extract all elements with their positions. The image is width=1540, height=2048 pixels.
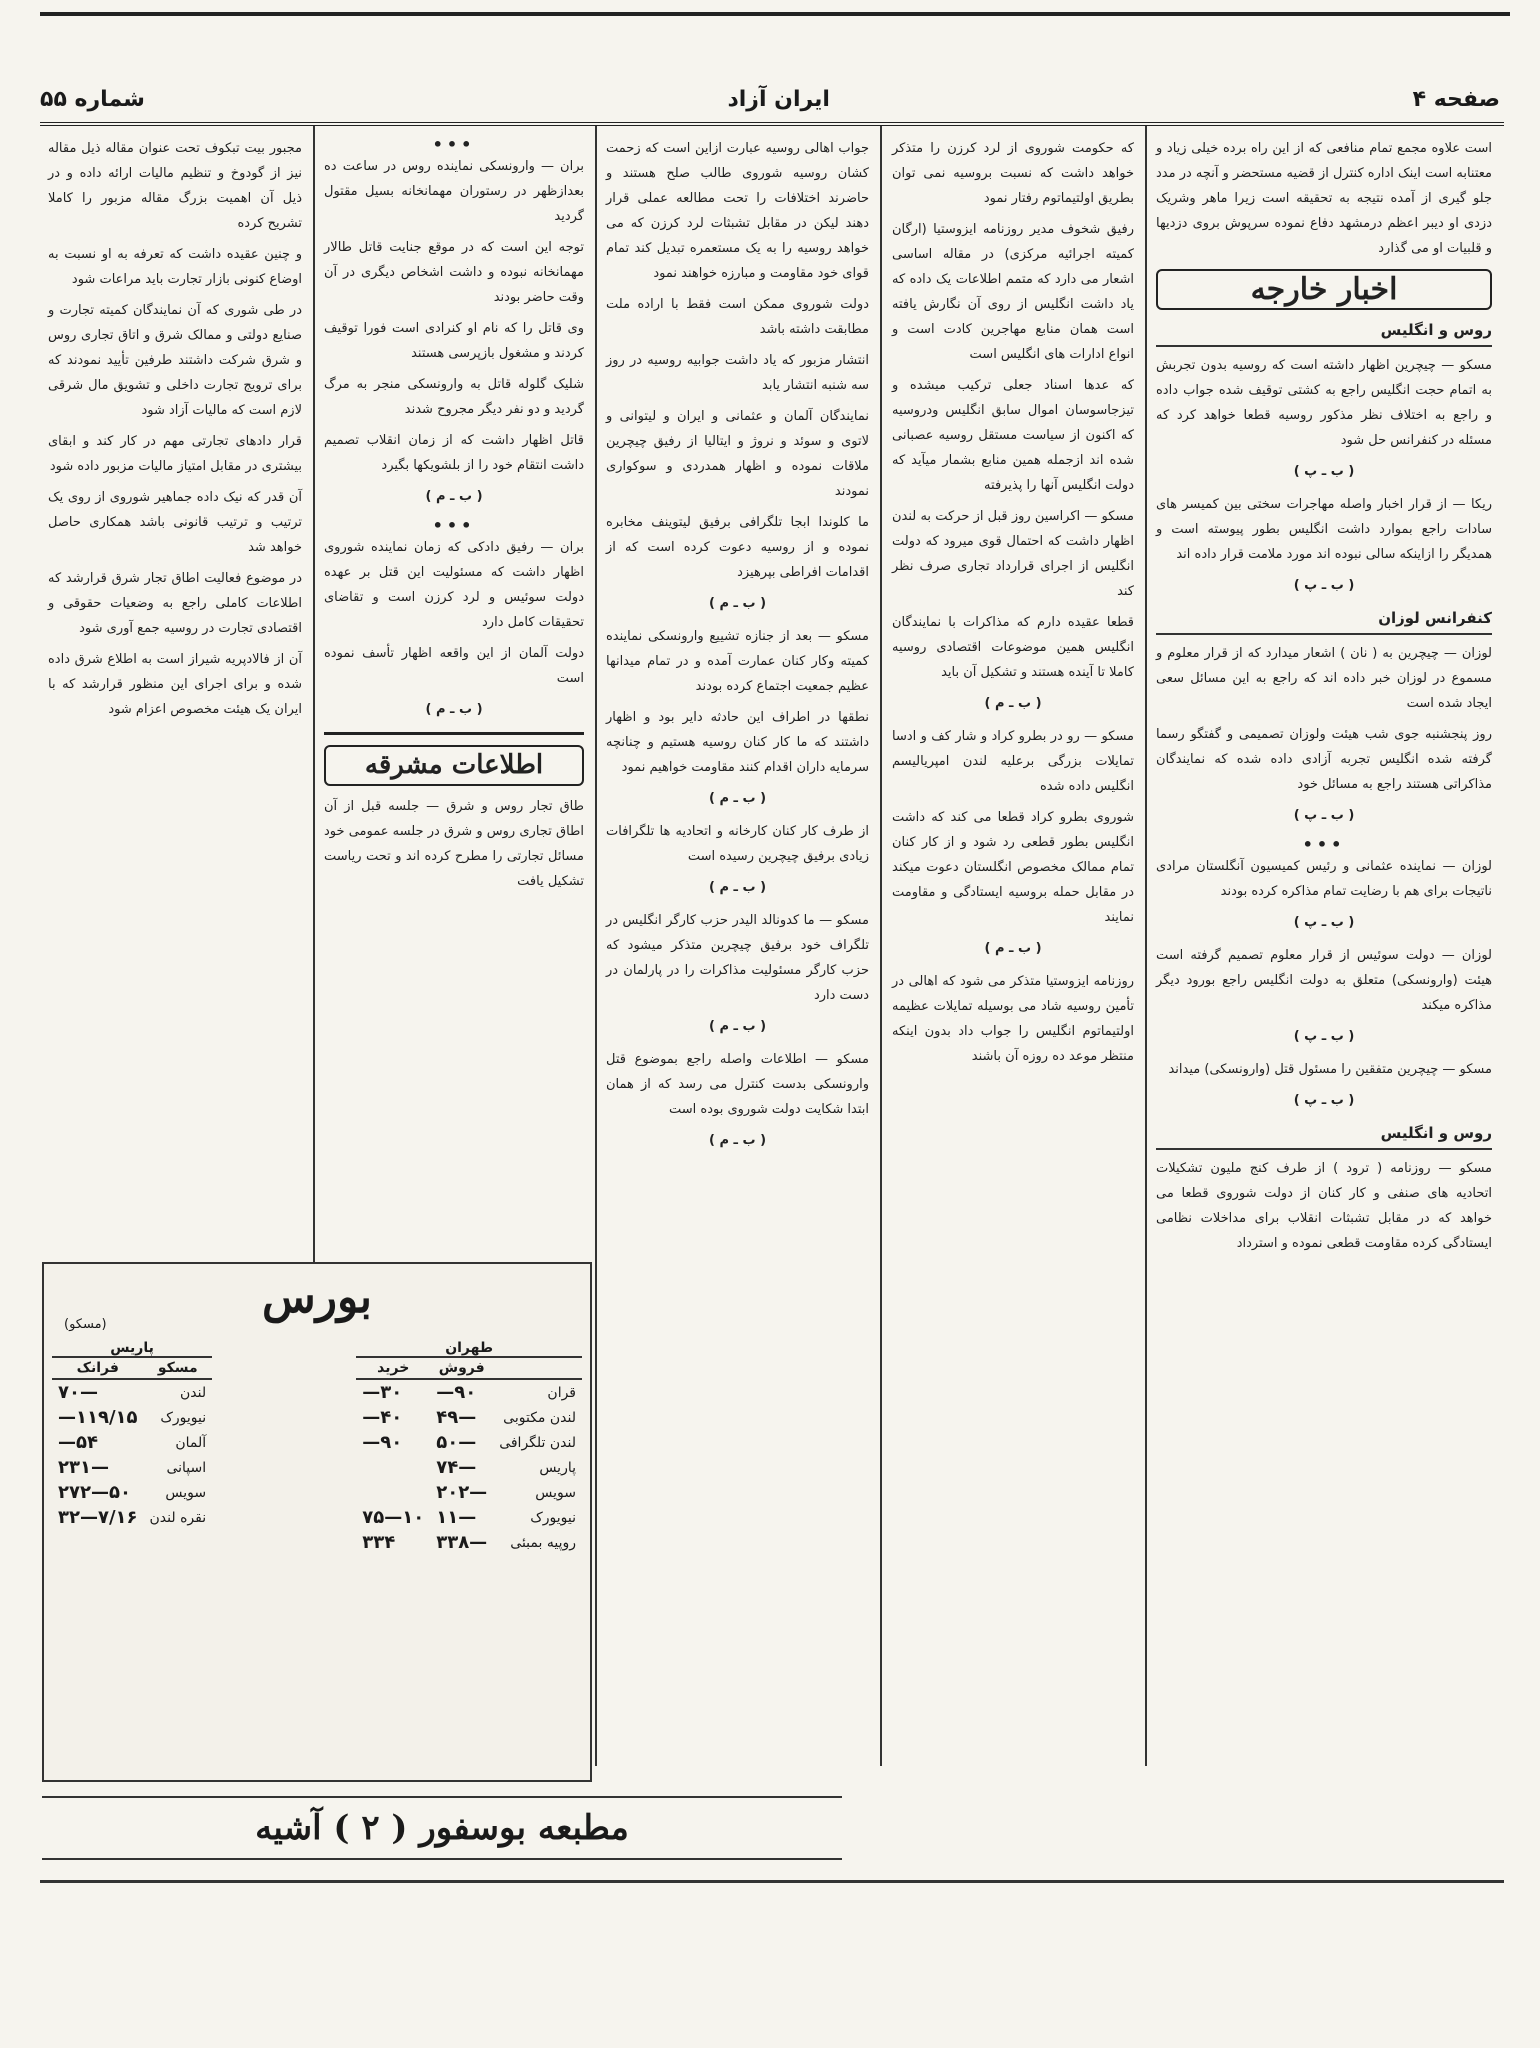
table-row: لندن تلگرافی ۵۰— —۹۰ <box>362 1432 576 1453</box>
section-title-foreign-news: اخبار خارجه <box>1156 269 1492 310</box>
franc-header: فرانک <box>52 1358 144 1379</box>
bourse-box <box>42 1262 592 1782</box>
issue-number: شماره ۵۵ <box>40 86 145 112</box>
article-paragraph: بران — وارونسکی نماینده روس در ساعت ده بعدازظهر در رستوران مهمانخانه بسیل مقتول گردید <box>324 159 584 224</box>
article-paragraph: شلیک گلوله قاتل به وارونسکی منجر به مرگ گردید و دو نفر دیگر مجروح شدند <box>324 377 584 417</box>
source-signature: ( ب ـ پ ) <box>1293 1093 1355 1108</box>
column-news-3 <box>598 130 877 1770</box>
article-paragraph: نمایندگان آلمان و عثمانی و ایران و لیتوانی و لاتوی و سوئد و نروژ و ایتالیا از رفیق چیچرین ملاقات نموده و اظهار همدردی و سوکواری نمودند <box>606 409 869 499</box>
source-signature: ( ب ـ پ ) <box>1293 464 1355 479</box>
separator-dots: ••• <box>432 135 476 154</box>
article-paragraph: مسکو — چیچرین اظهار داشته است که روسیه بدون تجربش به اتمام حجت انگلیس راجع به کشتی توقیف شده جواب داده و راجع به اختلاف نظر مذکور روسیه قطعا خواهد کرد که مسئله در کنفرانس حل شود <box>1156 358 1492 448</box>
source-signature: ( ب ـ م ) <box>708 880 767 895</box>
footer-rule <box>40 1880 1504 1883</box>
source-signature: ( ب ـ م ) <box>425 489 483 504</box>
purchase-header: خرید <box>356 1358 430 1379</box>
article-paragraph: قرار دادهای تجارتی مهم در کار کند و ابقای بیشتری در مقابل امتیاز مالیات مزبور داده شود <box>48 434 302 474</box>
source-signature: ( ب ـ م ) <box>984 696 1042 711</box>
column-divider <box>595 126 597 1766</box>
subheading: روس و انگلیس <box>1156 318 1492 347</box>
article-paragraph: که عدها اسناد جعلی ترکیب میشده و تیزجاسوسان اموال سابق انگلیس ودروسیه که اکنون از سیاست مستقل روسیه عصبانی شده اند ازجمله همین منابع بشمار میآید که دولت انگلیس آنها را پذیرفته <box>892 378 1134 493</box>
source-signature: ( ب ـ م ) <box>708 1133 767 1148</box>
bourse-subtitle: (مسکو) <box>64 1317 107 1332</box>
article-paragraph: مسکو — اطلاعات واصله راجع بموضوع قتل وارونسکی بدست کنترل می رسد که از همان ابتدا شکایت دولت شوروی بوده است <box>606 1052 869 1117</box>
article-paragraph: ما کلوندا ابجا تلگرافی برفیق لیتوینف مخابره نموده و از روسیه دعوت کرده است که از اقدامات افراطی بپرهیزد <box>606 515 869 580</box>
source-signature: ( ب ـ م ) <box>984 941 1042 956</box>
table-row: سویس ۲۷۲—۵۰ <box>58 1482 207 1503</box>
article-paragraph: که حکومت شوروی از لرد کرزن را متذکر خواهد داشت که نسبت بروسیه نمی توان بطریق اولتیماتوم رفتار نمود <box>892 141 1134 206</box>
article-paragraph: وی قاتل را که نام او کنرادی است فورا توقیف کردند و مشغول بازپرسی هستند <box>324 321 584 361</box>
article-paragraph: مسکو — رو در بطرو کراد و شار کف و ادسا تمایلات بزرگی برعلیه لندن امپریالیسم انگلیس داده شده <box>892 729 1134 794</box>
bourse-title: بورس <box>262 1272 372 1323</box>
bourse-grid <box>44 1332 590 1563</box>
article-paragraph: است علاوه مجمع تمام منافعی که از این راه برده خیلی زیاد و معتنابه است اینک اداره کنترل از قضیه مستحضر و آنچه در مدد جلو گیری از آمده نتیجه به تحقیقه است زیرا ماهر وشریک دزدی او دیبر اعظم درمشهد دفاع نموده سرپوش بروی دزدیها و قلبیات او می گذارد <box>1155 141 1492 256</box>
table-row: اسپانی ۲۳۱— <box>58 1457 207 1478</box>
article-paragraph: مسکو — بعد از جنازه تشییع وارونسکی نماینده کمیته وکار کنان عمارت آمده و در تمام میدانها عظیم جمعیت اجتماع کرده بودند <box>606 629 869 694</box>
table-row: لندن ۷۰— <box>58 1382 207 1403</box>
article-paragraph: دولت شوروی ممکن است فقط با اراده ملت مطابقت داشته باشد <box>606 297 869 337</box>
source-signature: ( ب ـ پ ) <box>1293 578 1355 593</box>
section-rule <box>324 732 584 735</box>
article-paragraph: در طی شوری که آن نمایندگان کمیته تجارت و صنایع دولتی و ممالک شرق و اتاق تجاری روس و شرق شرکت داشتند طرفین تأیید نمودند که برای ترویج تجارت داخلی و تشویق مال شرقی لازم است که مالیات آزاد شود <box>48 303 302 418</box>
article-paragraph: رفیق شخوف مدیر روزنامه ایزوستیا (ارگان کمیته اجرائیه مرکزی) در مقاله اساسی اشعار می دارد که متمم اطلاعات یک داده که یاد داشت انگلیس از روی آن نگارش یافته است همان منابع مهاجرین کادت است و انواع ادارات های انگلیس است <box>892 222 1134 362</box>
article-paragraph: شوروی بطرو کراد قطعا می کند که داشت انگلیس بطور قطعی رد شود و از کار کنان تمام ممالک مخصوص انگلستان دعوت میکند در مقابل حمله بروسیه ایستادگی و مقاومت نمایند <box>892 810 1134 925</box>
article-paragraph: مسکو — اکراسین روز قبل از حرکت به لندن اظهار داشت که احتمال قوی میرود که دولت انگلیس از اجرای قرارداد تجاری صرف نظر کند <box>892 509 1134 599</box>
article-paragraph: دولت آلمان از این واقعه اظهار تأسف نموده است <box>324 646 584 686</box>
top-rule <box>40 12 1510 16</box>
header-rule <box>40 122 1504 126</box>
table-row: روپیه بمبئی ۳۳۸— ۳۳۴ <box>362 1532 576 1553</box>
article-paragraph: مسکو — ما کدونالد الیدر حزب کارگر انگلیس در تلگراف خود برفیق چیچرین متذکر میشود که حزب کارگر مسئولیت مذاکرات را در پارلمان در دست دارد <box>606 913 869 1003</box>
source-signature: ( ب ـ پ ) <box>1293 1029 1355 1044</box>
city-header <box>493 1358 582 1379</box>
column-divider <box>313 126 315 1266</box>
printer-imprint: مطبعه بوسفور ( ۲ ) آشیه <box>42 1796 842 1860</box>
subheading: روس و انگلیس <box>1156 1121 1492 1150</box>
article-paragraph: مسکو — روزنامه ( ترود ) از طرف کنج ملیون تشکیلات اتحادیه های صنفی و کار کنان از دولت شوروی قطعا می خواهد که در مقابل تشبثات انقلاب برای مداخلات نظامی ایستادگی کرده مقاومت قطعی نموده و استرداد <box>1156 1161 1492 1251</box>
article-paragraph: از طرف کار کنان کارخانه و اتحادیه ها تلگرافات زیادی برفیق چیچرین رسیده است <box>606 824 869 864</box>
column-divider <box>880 126 882 1766</box>
section-title-eastern-info: اطلاعات مشرقه <box>324 745 584 786</box>
source-signature: ( ب ـ م ) <box>708 596 767 611</box>
article-paragraph: طاق تجار روس و شرق — جلسه قبل از آن اطاق تجاری روس و شرق در جلسه عمومی خود مسائل تجارتی را مطرح کرده اند و تحت ریاست تشکیل یافت <box>324 799 584 889</box>
article-paragraph: و چنین عقیده داشت که تعرفه به او نسبت به اوضاع کنونی بازار تجارت باید مراعات شود <box>48 247 302 287</box>
article-paragraph: آن قدر که نیک داده جماهیر شوروی از روی یک ترتیب و ترتیب قانونی باشد همکاری حاصل خواهد شد <box>48 490 302 555</box>
article-paragraph: لوزان — نماینده عثمانی و رئیس کمیسیون آنگلستان مرادی ناتیجات برای هم با رضایت تمام مذاکره کرده بودند <box>1156 859 1492 899</box>
source-signature: ( ب ـ م ) <box>708 1019 767 1034</box>
table-row: نقره لندن ۳۲—۷/۱۶ <box>58 1507 207 1528</box>
article-paragraph: آن از فالادپریه شیراز است به اطلاع شرق داده شده و برای اجرای این منظور قرارشد که با ایران یک هیئت مخصوص اعزام شود <box>48 652 302 717</box>
article-paragraph: بران — رفیق دادکی که زمان نماینده شوروی اظهار داشت که مسئولیت این قتل بر عهده دولت سوئیس و لرد کرزن است و تقاضای تحقیقات کامل دارد <box>324 540 584 630</box>
column-news-5 <box>40 130 310 1250</box>
city-header: مسکو <box>144 1358 213 1379</box>
source-signature: ( ب ـ م ) <box>425 702 483 717</box>
article-paragraph: قطعا عقیده دارم که مذاکرات با نمایندگان انگلیس همین موضوعات اقتصادی روسیه کاملا تا آینده هستند و تشکیل آن باید <box>892 615 1134 680</box>
paris-rates-table <box>52 1358 212 1530</box>
article-paragraph: ریکا — از قرار اخبار واصله مهاجرات سختی بین کمیسر های سادات راجع بموارد داشت انگلیس بطور پیوسته است و همدیگر را ازاینکه سالی نبوده اند مورد ملامت قرار داده اند <box>1156 497 1492 562</box>
paris-rates <box>52 1340 212 1555</box>
table-row: سویس ۲۰۲— <box>436 1482 576 1503</box>
tehran-rates <box>356 1340 582 1555</box>
column-news-4 <box>316 130 592 1250</box>
article-paragraph: جواب اهالی روسیه عبارت ازاین است که زحمت کشان روسیه شوروی طالب صلح هستند و حاضرند اختلافات را تحت مطالعه عملی قرار دهند لیکن در مقابل تشبثات لرد کرزن که می خواهد روسیه را به یک مستعمره تبدیل کند تمام قوای خود مقاومت و مبارزه خواهند نمود <box>606 141 869 281</box>
subheading: کنفرانس لوزان <box>1156 606 1492 635</box>
tehran-label: طهران <box>356 1340 582 1358</box>
separator-dots: ••• <box>432 516 476 535</box>
page-number: صفحه ۴ <box>1412 86 1500 112</box>
table-row: قران —۹۰ —۳۰ <box>362 1382 576 1403</box>
article-paragraph: در موضوع فعالیت اطاق تجار شرق قرارشد که اطلاعات کاملی راجع به وضعیات حقوقی و اقتصادی تجارت در روسیه جمع آوری شود <box>48 571 302 636</box>
article-paragraph: نطقها در اطراف این حادثه دایر بود و اظهار داشتند که ما کار کنان روسیه هستیم و چنانچه سرمایه داران اقدام کنند مقاومت خواهیم نمود <box>606 710 869 775</box>
article-paragraph: مسکو — چیچرین متفقین را مسئول قتل (وارونسکی) میداند <box>1168 1062 1492 1077</box>
sale-header: فروش <box>430 1358 493 1379</box>
article-paragraph: قاتل اظهار داشت که از زمان انقلاب تصمیم داشت انتقام خود را از بلشویکها بگیرد <box>324 433 584 473</box>
article-paragraph: لوزان — دولت سوئیس از قرار معلوم تصمیم گرفته است هیئت (وارونسکی) متعلق به دولت انگلیس راجع بورود دیگر مذاکره میکند <box>1156 948 1492 1013</box>
column-news-2 <box>884 130 1142 1770</box>
article-paragraph: روزنامه ایزوستیا متذکر می شود که اهالی در تأمین روسیه شاد می بوسیله تمایلات عظیمه اولتیماتوم انگلیس را جواب داد بدون اینکه منتظر موعد ده روزه آن باشند <box>892 974 1134 1064</box>
source-signature: ( ب ـ پ ) <box>1293 808 1355 823</box>
column-divider <box>1145 126 1147 1766</box>
article-paragraph: مجبور بیت تبکوف تحت عنوان مقاله ذیل مقاله نیز از گودوخ و تنظیم مالیات ارائه داده و در ذیل آن اهمیت بزرگ مقاله مزبور را کاملا تشریح کرده <box>48 141 302 231</box>
table-row: پاریس ۷۴— <box>436 1457 576 1478</box>
table-row: نیویورک ۱۱— ۷۵—۱۰ <box>362 1507 576 1528</box>
source-signature: ( ب ـ پ ) <box>1293 915 1355 930</box>
table-row: لندن مکتوبی ۴۹— —۴۰ <box>362 1407 576 1428</box>
paper-name: ایران آزاد <box>727 86 830 112</box>
page-header <box>40 82 1500 116</box>
table-row: نیویورک —۱۱۹/۱۵ <box>58 1407 207 1428</box>
separator-dots: ••• <box>1302 835 1346 854</box>
source-signature: ( ب ـ م ) <box>708 791 767 806</box>
paris-label: پاریس <box>52 1340 212 1358</box>
table-row: آلمان —۵۴ <box>58 1432 207 1453</box>
column-foreign-news <box>1148 130 1500 1870</box>
tehran-rates-table <box>356 1358 582 1555</box>
article-paragraph: لوزان — چیچرین به ( نان ) اشعار میدارد که از قرار معلوم و مسموع در لوزان خبر داده اند که راجع به این مسائل سعی ایجاد شده است <box>1156 646 1492 711</box>
article-paragraph: روز پنجشنبه جوی شب هیئت ولوزان تصمیمی و گفتگو رسما گرفته شده انگلیس تجربه آزادی داده شده که نمایندگان مذاکراتی هستند راجع به مسائل خود <box>1156 727 1492 792</box>
article-paragraph: انتشار مزبور که یاد داشت جوابیه روسیه در روز سه شنبه انتشار یابد <box>606 353 869 393</box>
article-paragraph: توجه این است که در موقع جنایت قاتل طالار مهمانخانه نبوده و داشت اشخاص دیگری در آن وقت حاضر بودند <box>324 240 584 305</box>
